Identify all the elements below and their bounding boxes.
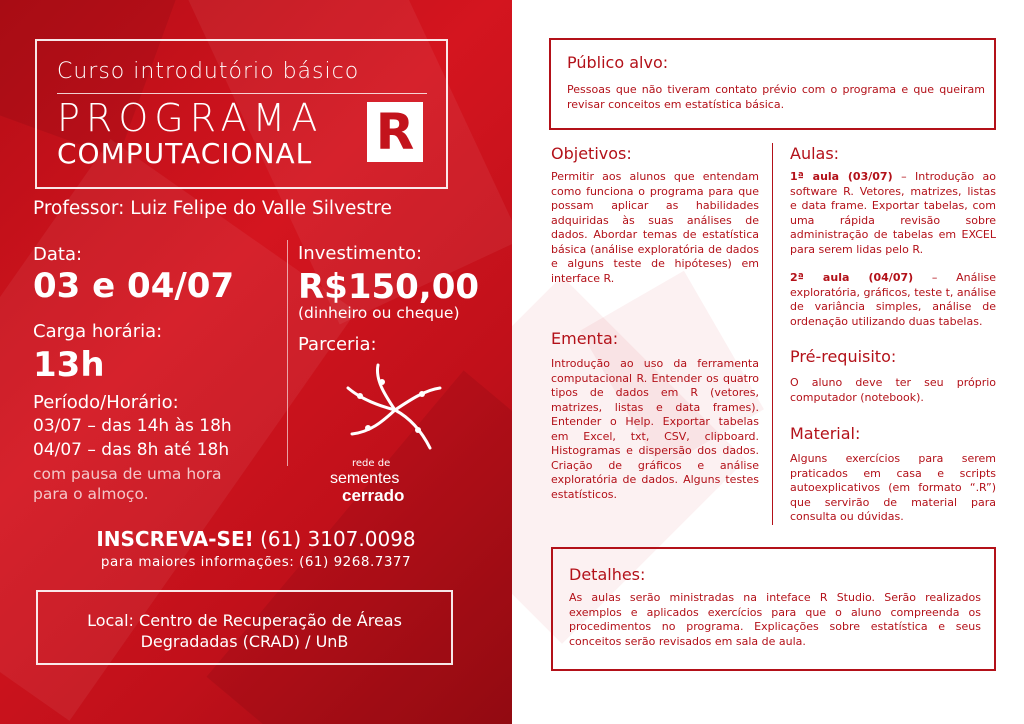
parceria-label: Parceria: <box>298 334 377 355</box>
objetivos-title: Objetivos: <box>551 144 632 163</box>
publico-alvo-title: Público alvo: <box>567 53 669 72</box>
logo-text-cerrado: cerrado <box>342 486 405 505</box>
periodo-label: Período/Horário: <box>33 392 179 413</box>
rede-sementes-cerrado-logo <box>330 360 460 510</box>
local-text <box>38 610 451 652</box>
title-computacional: COMPUTACIONAL <box>57 137 313 170</box>
carga-label: Carga horária: <box>33 321 163 342</box>
ementa-title: Ementa: <box>551 329 619 348</box>
local-line-1: Local: Centro de Recuperação de Áreas <box>87 611 402 630</box>
aulas-title: Aulas: <box>790 144 840 163</box>
aula-2-text <box>790 271 996 329</box>
detalhes-title: Detalhes: <box>569 565 646 584</box>
logo-text-rede: rede de <box>352 458 391 469</box>
data-value: 03 e 04/07 <box>33 266 235 306</box>
seed-star-icon <box>330 360 460 460</box>
aula-1-heading: 1ª aula (03/07) <box>790 170 893 183</box>
publico-alvo-box <box>549 38 996 130</box>
local-box <box>36 590 453 665</box>
right-panel <box>512 0 1024 724</box>
pre-requisito-text: O aluno deve ter seu próprio computador (notebook). <box>790 376 996 404</box>
detalhes-text: As aulas serão ministradas na inteface R Studio. Serão realizados exemplos e aplicados exercícios para que o aluno compreenda os procedimentos no programa. Explicações sobre estatística e seus conceitos serão revisados em sala de aula. <box>569 591 981 648</box>
periodo-note-2: para o almoço. <box>33 485 149 503</box>
info-divider <box>287 240 288 466</box>
objetivos-text: Permitir aos alunos que entendam como funciona o programa para que possam aplicar as habilidades adquiridas às suas análises de dados. Abordar temas de estatística básica (análise exploratória de dados e alguns teste de hipóteses) em interface R. <box>551 170 759 285</box>
periodo-note-1: com pausa de uma hora <box>33 465 222 483</box>
material-text: Alguns exercícios para serem praticados em casa e scripts autoexplicativos (em formato “.R”) que servirão de material para consulta ou dúvidas. <box>790 452 996 523</box>
aula-2-body: – Análise exploratória, gráficos, teste t, análise de variância simples, análise de ordenação utilizando duas tabelas. <box>790 271 996 328</box>
cta-bold: INSCREVA-SE! <box>96 527 254 551</box>
r-logo-badge: R <box>367 102 423 162</box>
logo-text-sementes: sementes <box>330 470 400 487</box>
column-divider <box>772 143 773 525</box>
local-line-2: Degradadas (CRAD) / UnB <box>140 632 349 651</box>
aula-2-heading: 2ª aula (04/07) <box>790 271 914 284</box>
detalhes-box <box>551 547 996 671</box>
title-rule <box>57 93 427 94</box>
carga-value: 13h <box>33 345 105 385</box>
professor-name: Professor: Luiz Felipe do Valle Silvestre <box>33 198 392 219</box>
investimento-note: (dinheiro ou cheque) <box>298 304 460 322</box>
cta-phone: (61) 3107.0098 <box>253 527 416 551</box>
data-label: Data: <box>33 244 83 265</box>
material-title: Material: <box>790 424 861 443</box>
investimento-value: R$150,00 <box>298 267 480 307</box>
aula-1-text <box>790 170 996 257</box>
cta-inscreva <box>0 527 512 551</box>
cta-info: para maiores informações: (61) 9268.7377 <box>100 554 412 570</box>
periodo-line-2: 04/07 – das 8h até 18h <box>33 440 230 460</box>
ementa-text: Introdução ao uso da ferramenta computacional R. Entender os quatro tipos de dados em R (vetores, matrizes, listas e data frames). Entender o Help. Exportar tabelas em Excel, txt, CSV, clipboard. Histogramas e dispersão dos dados. Criação de gráficos e análise exploratória de dados. Alguns testes estatísticos. <box>551 357 759 501</box>
aula-1-body: – Introdução ao software R. Vetores, matrizes, listas e data frame. Exportar tabelas, com uma rápida revisão sobre administração de tabelas em EXCEL para serem lidas pelo R. <box>790 170 996 256</box>
title-programa: PROGRAMA <box>57 96 324 140</box>
title-box <box>35 39 448 189</box>
publico-alvo-text: Pessoas que não tiveram contato prévio com o programa e que queiram revisar conceitos em estatística básica. <box>567 83 985 111</box>
periodo-line-1: 03/07 – das 14h às 18h <box>33 416 232 436</box>
pre-requisito-title: Pré-requisito: <box>790 347 897 366</box>
course-subtitle: Curso introdutório básico <box>57 59 360 84</box>
investimento-label: Investimento: <box>298 243 423 264</box>
